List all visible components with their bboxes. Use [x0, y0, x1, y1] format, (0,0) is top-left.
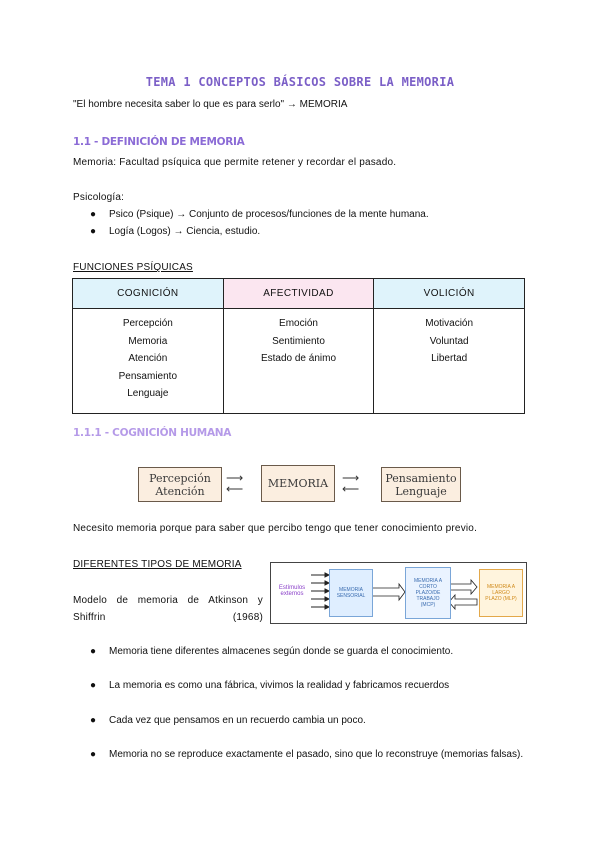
cognition-cell [73, 309, 224, 414]
column-header-cognition: COGNICIÓN [73, 279, 224, 309]
list-item: ● Cada vez que pensamos en un recuerdo cambia un poco. [90, 715, 366, 726]
bullet-icon: ● [90, 749, 97, 760]
table-header-row [73, 279, 525, 309]
memory-definition: Memoria: Facultad psíquica que permite retener y recordar el pasado. [73, 157, 397, 168]
cell-item: Atención [128, 353, 168, 364]
flow-box-thought: Pensamiento Lenguaje [381, 467, 461, 502]
volition-cell [374, 309, 525, 414]
arrow-right-icon: ⟶ [226, 471, 244, 485]
cell-item: Motivación [425, 318, 474, 329]
bullet-icon: ● [90, 209, 97, 220]
cell-item: Percepción [122, 318, 173, 329]
flow-box-memory: MEMORIA [261, 465, 335, 502]
cell-item: Emoción [279, 318, 318, 329]
bullet-icon: ● [90, 680, 97, 691]
affectivity-cell [223, 309, 374, 414]
functions-table [72, 278, 525, 414]
cell-item: Lenguaje [127, 388, 169, 399]
arrow-left-icon: ⟵ [226, 482, 244, 496]
bullet-icon: ● [90, 646, 97, 657]
page-title: TEMA 1 CONCEPTOS BÁSICOS SOBRE LA MEMORIA [145, 75, 455, 89]
section-heading-definition: 1.1 - DEFINICIÓN DE MEMORIA [73, 136, 245, 148]
list-item: ● Psico (Psique) → Conjunto de procesos/funciones de la mente humana. [90, 209, 429, 220]
table-row [73, 309, 525, 414]
cell-item: Memoria [128, 335, 168, 347]
model-description: Modelo de memoria de Atkinson y Shiffrin (1968) [73, 595, 263, 623]
cell-item: Voluntad [429, 335, 469, 347]
psychology-label: Psicología: [73, 192, 125, 203]
stimuli-label: Estímulos externos [278, 585, 306, 597]
long-term-memory-box: MEMORIA A LARGO PLAZO (MLP) [479, 569, 523, 617]
arrow-right-icon: ⟶ [342, 471, 360, 485]
memory-types-heading: DIFERENTES TIPOS DE MEMORIA [73, 559, 242, 570]
column-header-volition: VOLICIÓN [374, 279, 525, 309]
section-heading-cognition: 1.1.1 - COGNICIÓN HUMANA [73, 427, 232, 439]
cell-item: Estado de ánimo [260, 353, 337, 364]
list-item: ● La memoria es como una fábrica, vivimos la realidad y fabricamos recuerdos [90, 680, 450, 691]
cell-item: Libertad [431, 353, 468, 364]
memory-note: Necesito memoria porque para saber que percibo tengo que tener conocimiento previo. [73, 523, 478, 534]
list-item: ● Memoria tiene diferentes almacenes según donde se guarda el conocimiento. [90, 646, 454, 657]
list-item: ● Memoria no se reproduce exactamente el pasado, sino que lo reconstruye (memorias falsas). [90, 749, 524, 760]
sensory-memory-box: MEMORIA SENSORIAL [329, 569, 373, 617]
list-item: ● Logía (Logos) → Ciencia, estudio. [90, 226, 261, 237]
bullet-icon: ● [90, 226, 97, 237]
cell-item: Sentimiento [272, 335, 325, 347]
flow-box-perception: Percepción Atención [138, 467, 222, 502]
atkinson-shiffrin-diagram [270, 562, 527, 624]
functions-heading: FUNCIONES PSÍQUICAS [73, 262, 193, 273]
cell-item: Pensamiento [118, 370, 178, 382]
column-header-affectivity: AFECTIVIDAD [223, 279, 374, 309]
bullet-icon: ● [90, 715, 97, 726]
arrow-left-icon: ⟵ [342, 482, 360, 496]
short-term-memory-box: MEMORIA A CORTO PLAZO/DE TRABAJO (MCP) [405, 567, 451, 619]
quote: "El hombre necesita saber lo que es para serlo" → MEMORIA [73, 99, 348, 110]
